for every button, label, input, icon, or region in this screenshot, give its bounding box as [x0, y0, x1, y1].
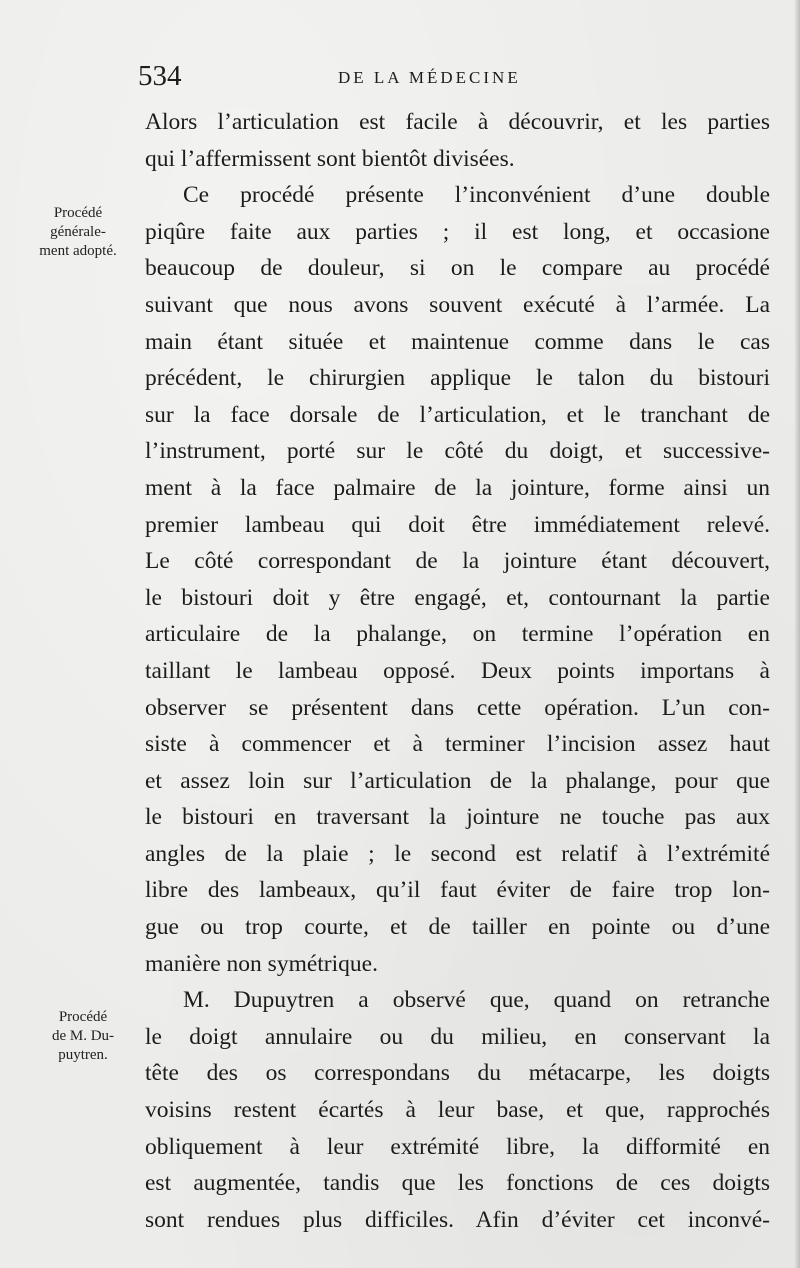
body-line: l’instrument, porté sur le côté du doigt, et successive- [145, 438, 770, 465]
body-line: sont rendues plus difficiles. Afin d’éviter cet inconvé- [145, 1206, 770, 1233]
body-line: taillant le lambeau opposé. Deux points importans à [145, 657, 770, 684]
margin-note-dupuytren-procedure [20, 1008, 146, 1065]
body-line: observer se présentent dans cette opération. L’un con- [145, 694, 770, 721]
running-title: DE LA MÉDECINE [338, 68, 521, 87]
body-line: qui l’affermissent sont bientôt divisées. [145, 145, 515, 172]
body-line: M. Dupuytren a observé que, quand on retranche [183, 987, 770, 1014]
body-line: angles de la plaie ; le second est relatif à l’extrémité [145, 840, 770, 867]
body-line: tête des os correspondans du métacarpe, les doigts [145, 1060, 770, 1087]
body-line: le doigt annulaire ou du milieu, en conservant la [145, 1023, 770, 1050]
body-line: ment à la face palmaire de la jointure, forme ainsi un [145, 474, 770, 501]
body-line: libre des lambeaux, qu’il faut éviter de faire trop lon- [145, 877, 770, 904]
body-line: le bistouri en traversant la jointure ne touche pas aux [145, 804, 770, 831]
body-line: gue ou trop courte, et de tailler en pointe ou d’une [145, 914, 770, 941]
body-line: piqûre faite aux parties ; il est long, et occasione [145, 218, 770, 245]
body-line: siste à commencer et à terminer l’incision assez haut [145, 731, 770, 758]
body-line: Ce procédé présente l’inconvénient d’une double [183, 182, 770, 209]
body-line: voisins restent écartés à leur base, et que, rapprochés [145, 1097, 770, 1124]
body-line: Le côté correspondant de la jointure étant découvert, [145, 548, 770, 575]
page-edge-shadow [794, 0, 800, 1268]
body-line: main étant située et maintenue comme dans le cas [145, 328, 770, 355]
body-line: précédent, le chirurgien applique le talon du bistouri [145, 365, 770, 392]
body-line: le bistouri doit y être engagé, et, contournant la partie [145, 584, 770, 611]
body-line: manière non symétrique. [145, 950, 378, 977]
body-text [145, 104, 770, 1238]
margin-note-line: puytren. [58, 1047, 108, 1063]
margin-note-line: ment adopté. [39, 243, 117, 259]
body-line: sur la face dorsale de l’articulation, et le tranchant de [145, 401, 770, 428]
margin-note-line: générale- [50, 224, 106, 240]
body-line: obliquement à leur extrémité libre, la difformité en [145, 1133, 770, 1160]
margin-note-line: de M. Du- [51, 1028, 115, 1044]
body-line: et assez loin sur l’articulation de la phalange, pour que [145, 767, 770, 794]
body-line: articulaire de la phalange, on termine l’opération en [145, 621, 770, 648]
page-number: 534 [138, 60, 182, 92]
running-head [138, 60, 778, 100]
body-line: suivant que nous avons souvent exécuté à l’armée. La [145, 291, 770, 318]
margin-note-line: Procédé [53, 205, 103, 221]
margin-note-line: Procédé [58, 1009, 108, 1025]
body-line: Alors l’articulation est facile à découvrir, et les parties [145, 109, 770, 135]
body-line: est augmentée, tandis que les fonctions de ces doigts [145, 1170, 770, 1197]
margin-note-general-procedure [18, 204, 138, 261]
body-line: beaucoup de douleur, si on le compare au procédé [145, 255, 770, 282]
body-line: premier lambeau qui doit être immédiatement relevé. [145, 511, 770, 538]
